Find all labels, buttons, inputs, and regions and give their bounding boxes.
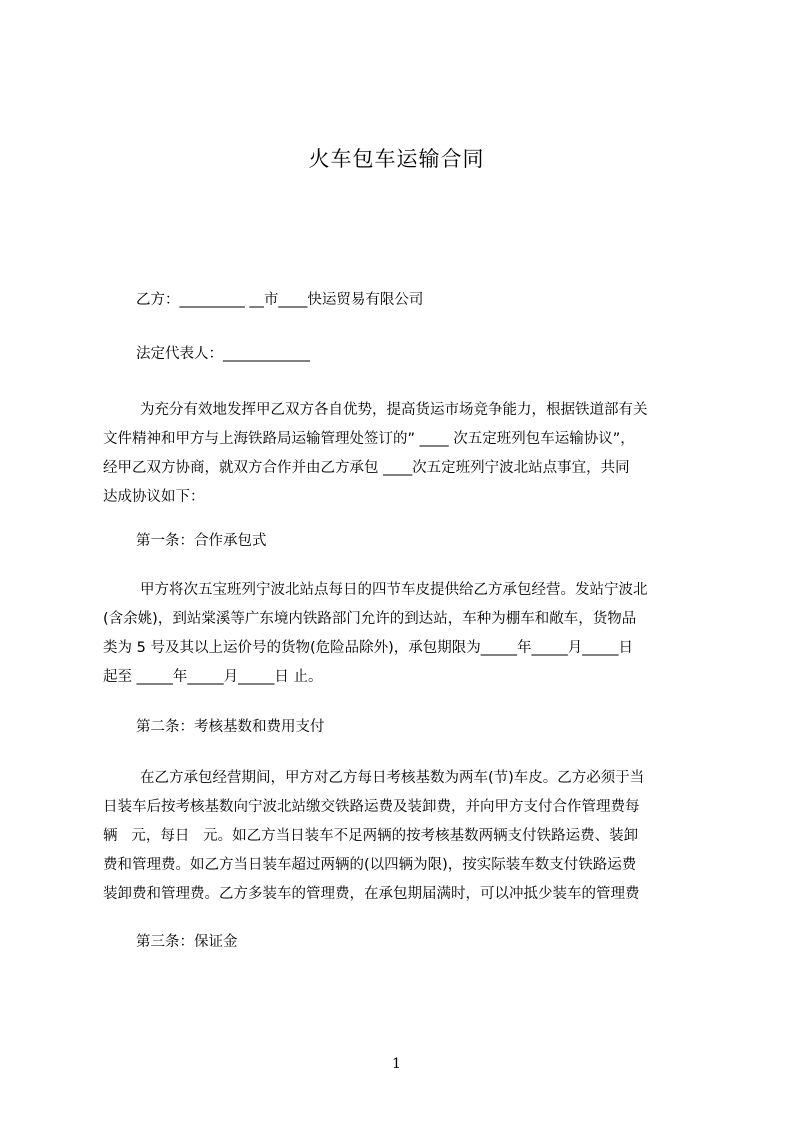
preamble-paragraph <box>103 396 699 512</box>
article-1-line: 类为 5 号及其以上运价号的货物(危险品除外)，承包期限为_____年_____月_____日 <box>103 640 634 656</box>
article-2-line: 装卸费和管理费。乙方多装车的管理费，在承包期届满时，可以冲抵少装车的管理费 <box>103 886 640 902</box>
article-1-line: (含余姚)，到站棠溪等广东境内铁路部门允许的到达站，车种为棚车和敞车，货物品 <box>103 611 637 627</box>
article-2-line: 日装车后按考核基数向宁波北站缴交铁路运费及装卸费，并向甲方支付合作管理费每 <box>103 799 640 815</box>
article-2-paragraph <box>103 764 699 909</box>
article-2-line: 费和管理费。如乙方当日装车超过两辆的(以四辆为限)，按实际装车数支付铁路运费 <box>103 857 637 873</box>
article-1-heading: 第一条：合作承包式 <box>136 533 267 549</box>
contract-title: 火车包车运输合同 <box>308 147 485 171</box>
article-1-line: 起至 _____年_____月_____日 止。 <box>103 669 323 685</box>
legal-representative-line: 法定代表人：____________ <box>136 346 310 362</box>
preamble-line: 达成协议如下： <box>103 489 205 505</box>
preamble-line: 文件精神和甲方与上海铁路局运输管理处签订的” ____ 次五定班列包车运输协议”， <box>103 431 635 447</box>
article-2-heading: 第二条：考核基数和费用支付 <box>136 719 325 735</box>
article-1-line: 甲方将次五宝班列宁波北站点每日的四节车皮提供给乙方承包经营。发站宁波北 <box>140 582 648 598</box>
article-2-line: 在乙方承包经营期间，甲方对乙方每日考核基数为两车(节)车皮。乙方必须于当 <box>140 770 645 786</box>
article-2-line: 辆 元，每日 元。如乙方当日装车不足两辆的按考核基数两辆支付铁路运费、装卸 <box>103 828 639 844</box>
preamble-line: 经甲乙双方协商，就双方合作并由乙方承包 ____次五定班列宁波北站点事宜，共同 <box>103 460 630 476</box>
page-number: 1 <box>392 1056 401 1072</box>
article-3-heading: 第三条：保证金 <box>136 934 238 950</box>
preamble-line: 为充分有效地发挥甲乙双方各自优势，提高货运市场竞争能力，根据铁道部有关 <box>140 402 648 418</box>
party-b-line: 乙方：_________ __市____快运贸易有限公司 <box>136 292 424 308</box>
article-1-paragraph <box>103 576 699 692</box>
